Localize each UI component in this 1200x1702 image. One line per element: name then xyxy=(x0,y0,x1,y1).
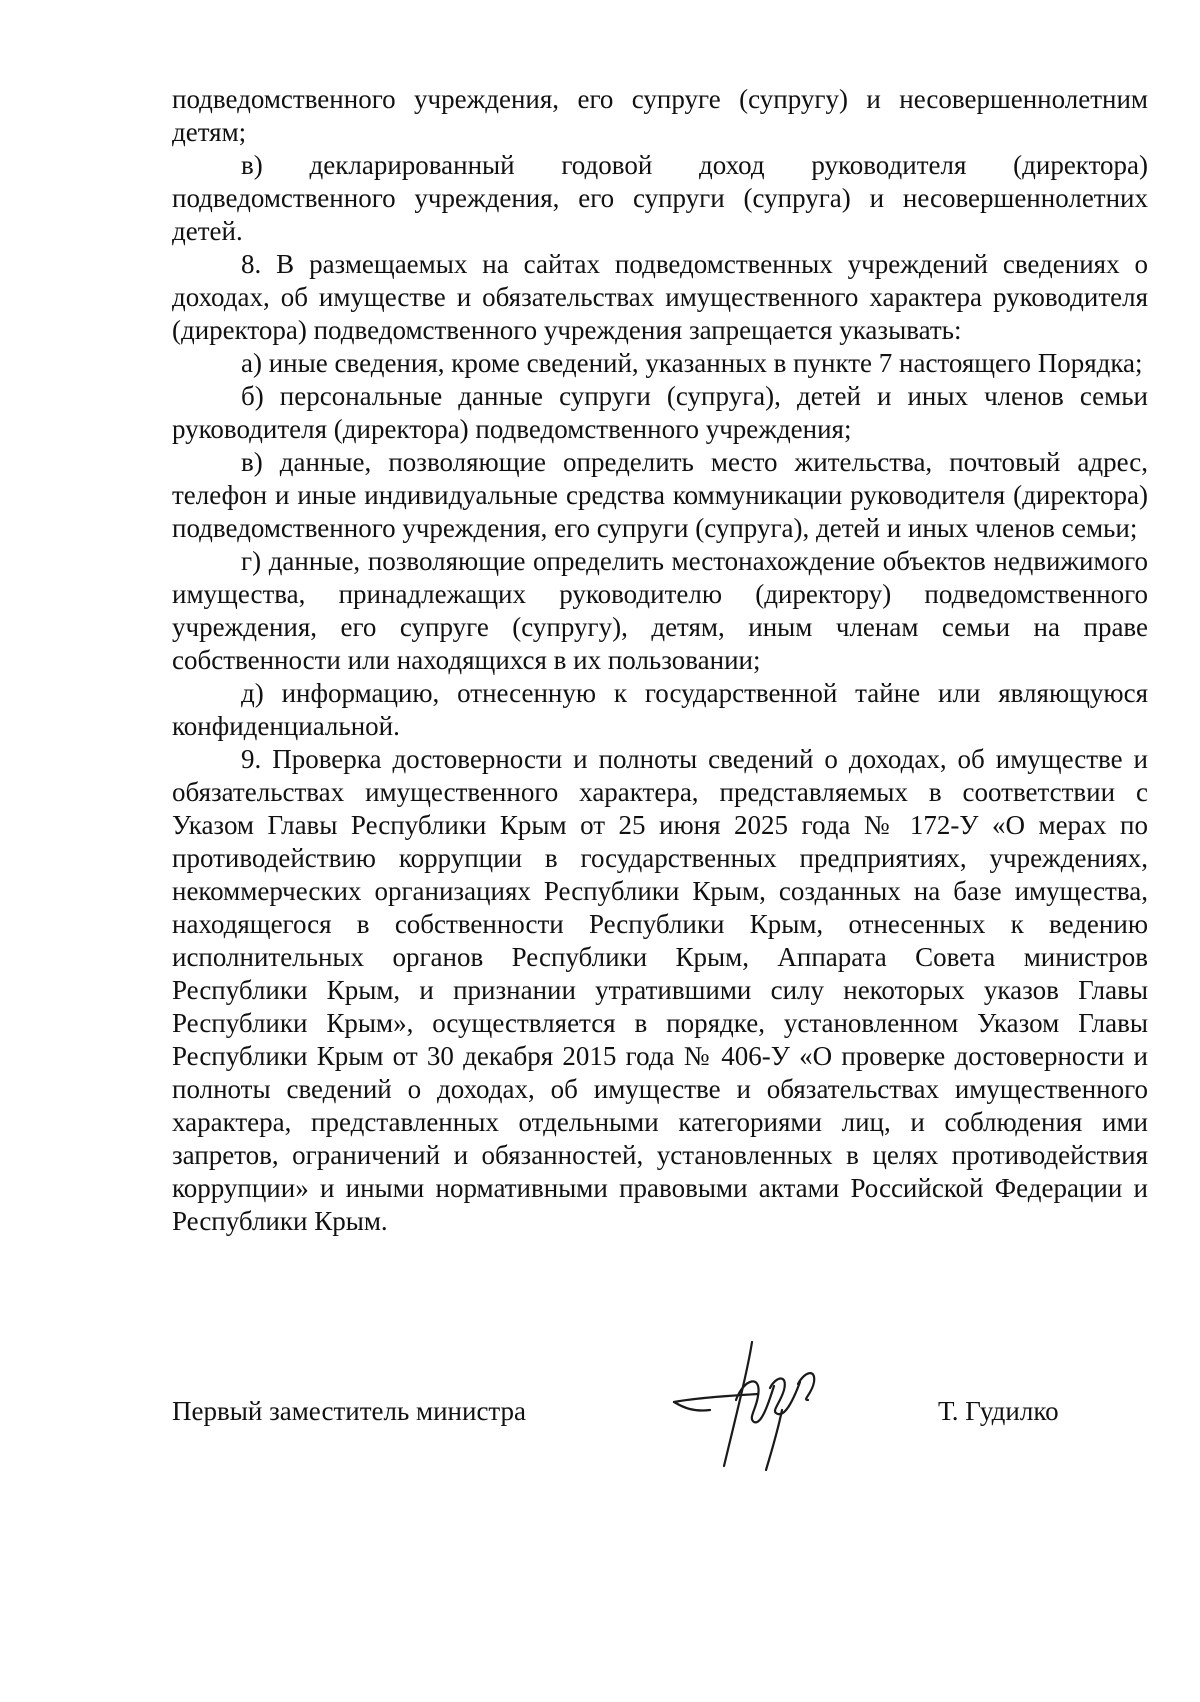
paragraph-item-b: б) персональные данные супруги (супруга), детей и иных членов семьи руководителя (директора) подведомственного учреждения; xyxy=(172,381,1148,444)
paragraph-item-a: а) иные сведения, кроме сведений, указанных в пункте 7 настоящего Порядка; xyxy=(241,348,1143,378)
paragraph-clause-9: 9. Проверка достоверности и полноты сведений о доходах, об имуществе и обязательствах имущественного характера, представляемых в соответствии с Указом Главы Республики Крым от 25 июня 2025 года № 172-У «О мерах по противодействию коррупции в государственных предприятиях, учреждениях, некоммерческих организациях Республики Крым, созданных на базе имущества, находящегося в собственности Республики Крым, отнесенных к ведению исполнительных органов Республики Крым, Аппарата Совета министров Республики Крым, и признании утратившими силу некоторых указов Главы Республики Крым», осуществляется в порядке, установленном Указом Главы Республики Крым от 30 декабря 2015 года № 406-У «О проверке достоверности и полноты сведений о доходах, об имуществе и обязательствах имущественного характера, представленных отдельными категориями лиц, и соблюдения ими запретов, ограничений и обязанностей, установленных в целях противодействия коррупции» и иными нормативными правовыми актами Российской Федерации и Республики Крым. xyxy=(172,744,1148,1236)
document-body xyxy=(172,83,1148,1238)
signatory-position: Первый заместитель министра xyxy=(172,1396,527,1426)
paragraph-clause-8: 8. В размещаемых на сайтах подведомственных учреждений сведениях о доходах, об имуществе и обязательствах имущественного характера руководителя (директора) подведомственного учреждения запрещается указывать: xyxy=(172,249,1148,345)
paragraph-item-d: д) информацию, отнесенную к государственной тайне или являющуюся конфиденциальной. xyxy=(172,678,1148,741)
signature-block xyxy=(172,1395,1148,1435)
handwritten-signature xyxy=(666,1338,836,1473)
paragraph-continuation: подведомственного учреждения, его супруге (супругу) и несовершеннолетним детям; xyxy=(172,84,1148,147)
paragraph-item-v-income: в) декларированный годовой доход руководителя (директора) подведомственного учреждения, его супруги (супруга) и несовершеннолетних детей. xyxy=(172,150,1148,246)
signatory-name: Т. Гудилко xyxy=(938,1396,1059,1426)
paragraph-item-g: г) данные, позволяющие определить местонахождение объектов недвижимого имущества, принадлежащих руководителю (директору) подведомственного учреждения, его супруге (супругу), детям, иным членам семьи на праве собственности или находящихся в их пользовании; xyxy=(172,546,1148,675)
paragraph-item-v-contacts: в) данные, позволяющие определить место жительства, почтовый адрес, телефон и иные индивидуальные средства коммуникации руководителя (директора) подведомственного учреждения, его супруги (супруга), детей и иных членов семьи; xyxy=(172,447,1148,543)
